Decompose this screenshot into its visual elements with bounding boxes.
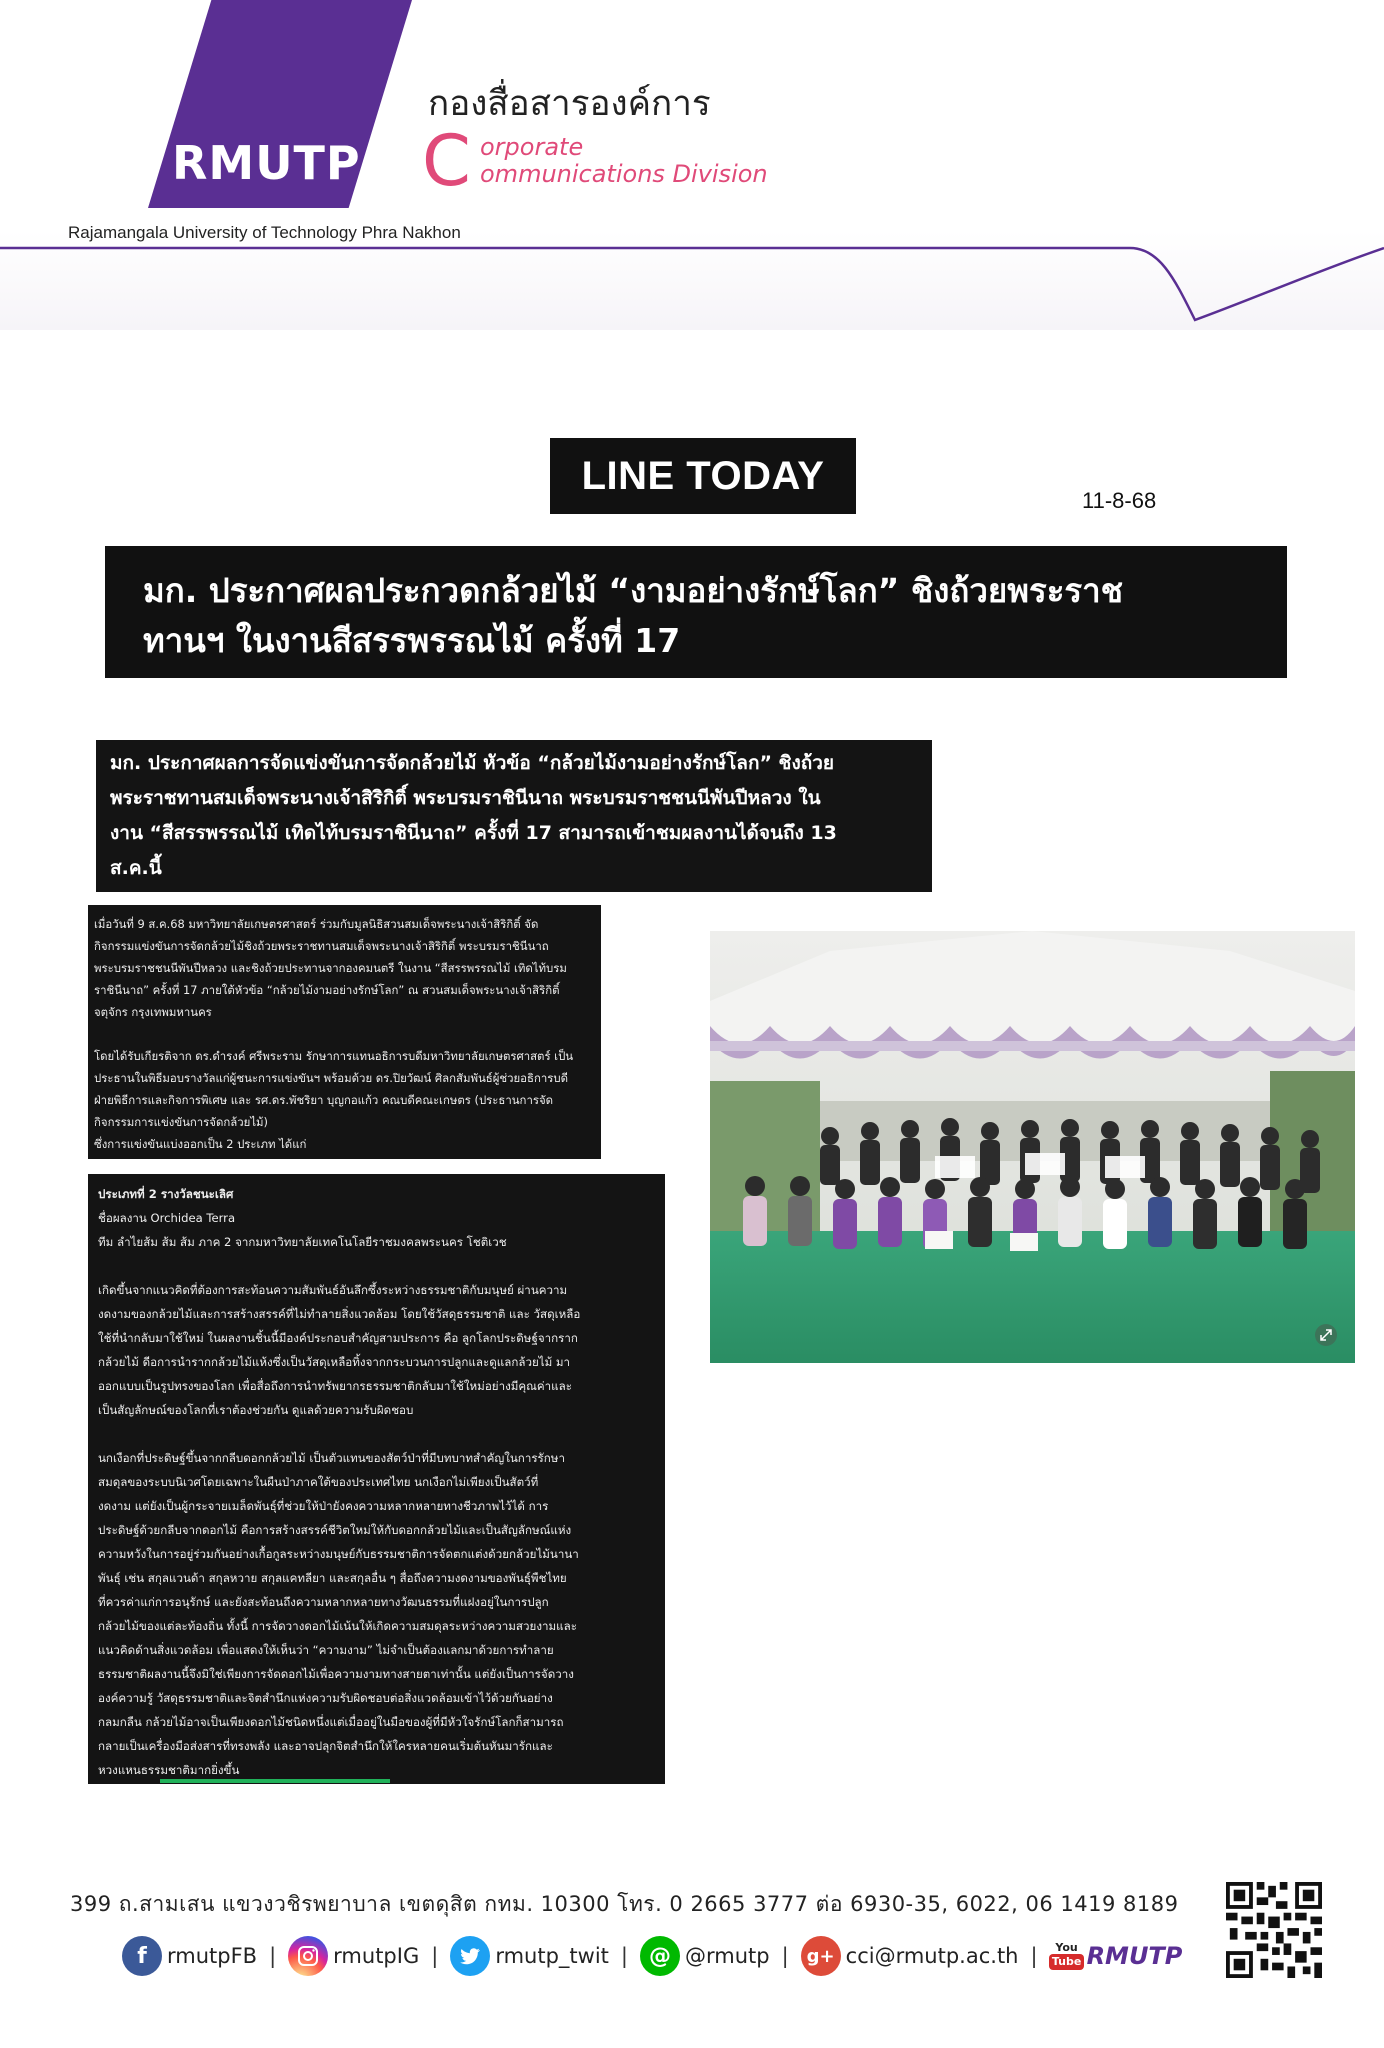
- body-line: พระบรมราชชนนีพันปีหลวง และชิงถ้วยประทานจากองคมนตรี ในงาน “สีสรรพรรณไม้ เทิดไท้บรม: [94, 961, 567, 975]
- division-c-letter: C: [422, 120, 471, 202]
- body-line: กิจกรรมแข่งขันการจัดกล้วยไม้ชิงถ้วยพระราชทานสมเด็จพระนางเจ้าสิริกิติ์ พระบรมราชินีนาถ: [94, 939, 549, 953]
- qr-code-icon[interactable]: [1226, 1882, 1322, 1978]
- header-swoosh-line: [0, 230, 1384, 330]
- google-plus-icon: g+: [801, 1936, 841, 1976]
- separator: |: [620, 1944, 628, 1968]
- facebook-link[interactable]: rmutpFB: [167, 1944, 258, 1968]
- body-line: กลมกลืน กล้วยไม้อาจเป็นเพียงดอกไม้ชนิดหนึ่งแต่เมื่ออยู่ในมือของผู้ที่มีหัวใจรักษ์โลกก็สามารถ: [98, 1715, 564, 1729]
- letterhead: [0, 0, 1384, 330]
- group-photo-illustration: [710, 931, 1355, 1363]
- logo-text: RMUTP: [172, 136, 361, 190]
- body-line: เมื่อวันที่ 9 ส.ค.68 มหาวิทยาลัยเกษตรศาสตร์ ร่วมกับมูลนิธิสวนสมเด็จพระนางเจ้าสิริกิติ์ จัด: [94, 917, 539, 931]
- separator: |: [431, 1944, 439, 1968]
- team-name: ทีม ลำไยส้ม ส้ม ส้ม ภาค 2 จากมหาวิทยาลัยเทคโนโลยีราชมงคลพระนคร โชติเวช: [98, 1235, 507, 1249]
- body-line: กล้วยไม้ของแต่ละท้องถิ่น ทั้งนี้ การจัดวางดอกไม้เน้นให้เกิดความสมดุลระหว่างความสวยงามและ: [98, 1619, 577, 1633]
- body-line: ใช้ที่นำกลับมาใช้ใหม่ ในผลงานชิ้นนี้มีองค์ประกอบสำคัญสามประการ คือ ลูกโลกประดิษฐ์จากราก: [98, 1331, 578, 1345]
- body-line: งดงาม แต่ยังเป็นผู้กระจายเมล็ดพันธุ์ที่ช่วยให้ป่ายังคงความหลากหลายทางชีวภาพไว้ได้ การ: [98, 1499, 549, 1513]
- body-line: ธรรมชาติผลงานนี้จึงมิใช่เพียงการจัดดอกไม้เพื่อความงามทางสายตาเท่านั้น แต่ยังเป็นการจัดวาง: [98, 1667, 574, 1681]
- instagram-link[interactable]: rmutpIG: [333, 1944, 420, 1968]
- headline-line: ทานฯ ในงานสีสรรพรรณไม้ ครั้งที่ 17: [143, 621, 681, 660]
- body-line: นกเงือกที่ประดิษฐ์ขึ้นจากกลีบดอกกล้วยไม้ เป็นตัวแทนของสัตว์ป่าที่มีบทบาทสำคัญในการรักษา: [98, 1451, 565, 1465]
- university-name: Rajamangala University of Technology Phra Nakhon: [68, 223, 461, 242]
- source-badge: LINE TODAY: [550, 438, 856, 514]
- lead-paragraph: [96, 740, 932, 892]
- body-line: องค์ความรู้ วัสดุธรรมชาติและจิตสำนึกแห่งความรับผิดชอบต่อสิ่งแวดล้อมเข้าไว้ด้วยกันอย่าง: [98, 1691, 553, 1705]
- headline: [105, 546, 1287, 678]
- twitter-link[interactable]: rmutp_twit: [495, 1944, 609, 1968]
- youtube-icon-you: You: [1055, 1941, 1078, 1954]
- email-link[interactable]: cci@rmutp.ac.th: [845, 1944, 1019, 1968]
- work-name: ชื่อผลงาน Orchidea Terra: [98, 1211, 236, 1225]
- lead-line: พระราชทานสมเด็จพระนางเจ้าสิริกิติ์ พระบรมราชินีนาถ พระบรมราชชนนีพันปีหลวง ใน: [110, 787, 821, 809]
- body-line: สมดุลของระบบนิเวศโดยเฉพาะในผืนป่าภาคใต้ของประเทศไทย นกเงือกไม่เพียงเป็นสัตว์ที่: [98, 1475, 539, 1489]
- body-line: เป็นสัญลักษณ์ของโลกที่เราต้องช่วยกัน ดูแลด้วยความรับผิดชอบ: [98, 1403, 414, 1417]
- body-line: จตุจักร กรุงเทพมหานคร: [94, 1005, 212, 1019]
- body-line: ออกแบบเป็นรูปทรงของโลก เพื่อสื่อถึงการนำทรัพยากรธรรมชาติกลับมาใช้ใหม่อย่างมีคุณค่าและ: [98, 1379, 572, 1393]
- facebook-icon: f: [122, 1936, 162, 1976]
- event-group-photo: [710, 931, 1355, 1363]
- division-name-en-line2: ommunications Division: [480, 160, 768, 188]
- body-line: ที่ควรค่าแก่การอนุรักษ์ และยังสะท้อนถึงความหลากหลายทางวัฒนธรรมที่แฝงอยู่ในการปลูก: [98, 1595, 549, 1609]
- body-line: ซึ่งการแข่งขันแบ่งออกเป็น 2 ประเภท ได้แก่: [94, 1137, 307, 1151]
- division-name-thai: กองสื่อสารองค์การ: [428, 84, 711, 124]
- body-line: แนวคิดด้านสิ่งแวดล้อม เพื่อแสดงให้เห็นว่า “ความงาม” ไม่จำเป็นต้องแลกมาด้วยการทำลาย: [98, 1643, 554, 1657]
- headline-line: มก. ประกาศผลประกวดกล้วยไม้ “งามอย่างรักษ์โลก” ชิงถ้วยพระราช: [143, 571, 1124, 610]
- separator: |: [269, 1944, 277, 1968]
- body-line: ประธานในพิธีมอบรางวัลแก่ผู้ชนะการแข่งขันฯ พร้อมด้วย ดร.ปิยวัฒน์ ศิลกสัมพันธ์ผู้ช่วยอธิการบดี: [94, 1071, 569, 1085]
- winner-category: ประเภทที่ 2 รางวัลชนะเลิศ: [98, 1187, 234, 1201]
- body-line: เกิดขึ้นจากแนวคิดที่ต้องการสะท้อนความสัมพันธ์อันลึกซึ้งระหว่างธรรมชาติกับมนุษย์ ผ่านความ: [98, 1283, 568, 1297]
- footer-address: 399 ถ.สามเสน แขวงวชิรพยาบาล เขตดุสิต กทม. 10300 โทร. 0 2665 3777 ต่อ 6930-35, 6022, 06 1419 8189: [70, 1892, 1179, 1916]
- line-icon: @: [640, 1936, 680, 1976]
- body-line: ความหวังในการอยู่ร่วมกันอย่างเกื้อกูลระหว่างมนุษย์กับธรรมชาติการจัดตกแต่งด้วยกล้วยไม้นานา: [98, 1547, 579, 1561]
- body-line: กิจกรรมการแข่งขันการจัดกล้วยไม้): [94, 1115, 268, 1129]
- lead-line: ส.ค.นี้: [110, 857, 162, 879]
- separator: |: [1030, 1944, 1038, 1968]
- body-line: กลายเป็นเครื่องมือส่งสารที่ทรงพลัง และอาจปลุกจิตสำนึกให้ใครหลายคนเริ่มต้นหันมารักและ: [98, 1739, 553, 1753]
- youtube-link[interactable]: RMUTP: [1086, 1942, 1183, 1970]
- article-body-part1: [88, 905, 601, 1159]
- body-line: ราชินีนาถ” ครั้งที่ 17 ภายใต้หัวข้อ “กล้วยไม้งามอย่างรักษ์โลก” ณ สวนสมเด็จพระนางเจ้าสิริกิติ์: [94, 983, 560, 997]
- body-line: พันธุ์ เช่น สกุลแวนด้า สกุลหวาย สกุลแคทลียา และสกุลอื่น ๆ สื่อถึงความงดงามของพันธุ์พืชไทย: [98, 1571, 567, 1585]
- separator: |: [781, 1944, 789, 1968]
- body-line: หวงแหนธรรมชาติมากยิ่งขึ้น: [98, 1763, 240, 1777]
- body-line: กล้วยไม้ ดีอการนำรากกล้วยไม้แห้งซึ่งเป็นวัสดุเหลือทิ้งจากกระบวนการปลูกและดูแลกล้วยไม้ มา: [98, 1355, 571, 1369]
- body-line: ฝ่ายพิธีการและกิจการพิเศษ และ รศ.ดร.พัชริยา บุญกอแก้ว คณบดีคณะเกษตร (ประธานการจัด: [94, 1093, 554, 1107]
- twitter-icon: [450, 1936, 490, 1976]
- lead-line: มก. ประกาศผลการจัดแข่งขันการจัดกล้วยไม้ หัวข้อ “กล้วยไม้งามอย่างรักษ์โลก” ชิงถ้วย: [110, 752, 835, 774]
- clipping-date: 11-8-68: [1082, 488, 1157, 513]
- body-line: งดงามของกล้วยไม้และการสร้างสรรค์ที่ไม่ทำลายสิ่งแวดล้อม โดยใช้วัสดุธรรมชาติ และ วัสดุเหลือ: [98, 1307, 581, 1321]
- youtube-icon-tube: Tube: [1049, 1954, 1084, 1970]
- social-links-row: [122, 1933, 1182, 1979]
- division-name-en-line1: orporate: [480, 133, 584, 161]
- body-line: ประดิษฐ์ด้วยกลีบจากดอกไม้ คือการสร้างสรรค์ชีวิตใหม่ให้กับดอกกล้วยไม้และเป็นสัญลักษณ์แห่ง: [98, 1523, 572, 1537]
- instagram-icon: [288, 1936, 328, 1976]
- youtube-icon: [1050, 1936, 1084, 1976]
- lead-line: งาน “สีสรรพรรณไม้ เทิดไท้บรมราชินีนาถ” ครั้งที่ 17 สามารถเข้าชมผลงานได้จนถึง 13: [110, 822, 837, 844]
- green-accent-bar: [160, 1779, 390, 1783]
- article-body-part2: [88, 1174, 665, 1784]
- line-link[interactable]: @rmutp: [684, 1944, 770, 1968]
- body-line: โดยได้รับเกียรติจาก ดร.ดำรงค์ ศรีพระราม รักษาการแทนอธิการบดีมหาวิทยาลัยเกษตรศาสตร์ เป็น: [94, 1049, 574, 1063]
